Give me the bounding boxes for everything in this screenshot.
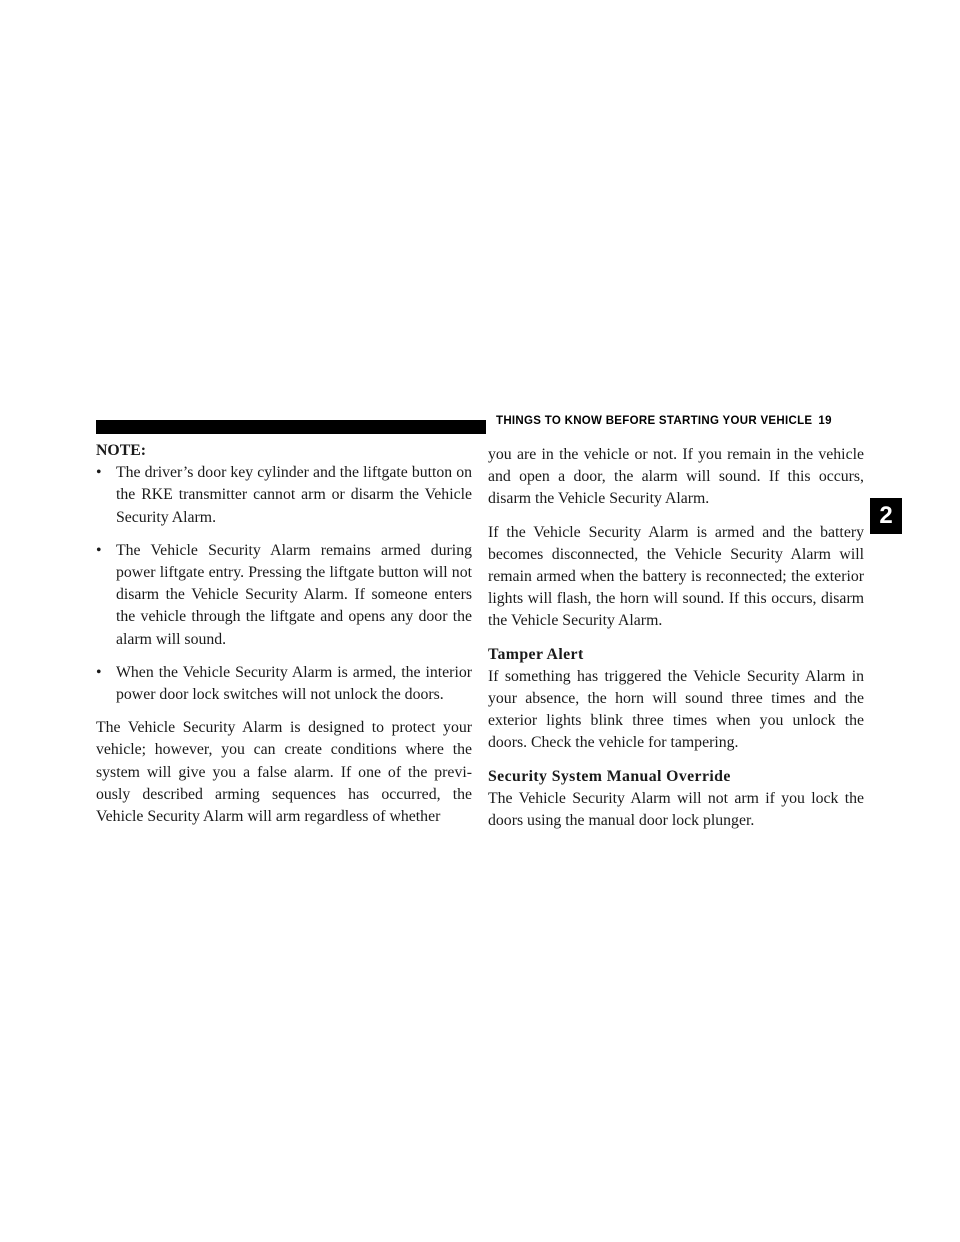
- note-bullet-item: [96, 540, 472, 651]
- bullet-text: The Vehicle Security Alarm remains armed during power liftgate entry. Pressing the liftgate button will not disarm the Vehicle Security Alarm. If someone enters the vehicle through the liftgate and opens any door the alarm will sound.: [116, 541, 472, 648]
- note-bullet-item: [96, 662, 472, 706]
- right-column: [488, 444, 864, 843]
- manual-override-heading: Security System Manual Override: [488, 767, 731, 785]
- chapter-tab: 2: [870, 498, 902, 534]
- header-title-text: THINGS TO KNOW BEFORE STARTING YOUR VEHICLE: [496, 415, 813, 427]
- bullet-text: When the Vehicle Security Alarm is armed, the interior power door lock switches will not unlock the doors.: [116, 663, 472, 704]
- continuation-paragraph: you are in the vehicle or not. If you remain in the vehicle and open a door, the alarm will sound. If this occurs, disarm the Vehicle Security Alarm.: [488, 446, 864, 508]
- bullet-text: The driver’s door key cylinder and the liftgate button on the RKE transmitter cannot arm or disarm the Vehicle Security Alarm.: [116, 464, 472, 526]
- header-rule: [96, 420, 486, 434]
- running-header: [496, 415, 870, 427]
- battery-paragraph: If the Vehicle Security Alarm is armed and the battery becomes disconnected, the Vehicle Security Alarm will remain armed when the battery is reconnected; the exterior lights will flash, the horn will sound. If this occurs, disarm the Vehicle Security Alarm.: [488, 523, 864, 630]
- tamper-alert-paragraph: If something has triggered the Vehicle Security Alarm in your absence, the horn will sound three times and the exterior lights blink three times when you unlock the doors. Check the vehicle for tampering.: [488, 667, 864, 752]
- note-bullet-item: [96, 462, 472, 529]
- bullet-glyph: •: [96, 541, 102, 559]
- left-column: [96, 440, 472, 839]
- note-bullet-list: [96, 462, 472, 706]
- manual-override-paragraph: The Vehicle Security Alarm will not arm if you lock the doors using the manual door lock plunger.: [488, 789, 864, 830]
- note-label: NOTE:: [96, 442, 147, 459]
- bullet-glyph: •: [96, 464, 102, 482]
- page-number: 19: [818, 415, 832, 427]
- bullet-glyph: •: [96, 663, 102, 681]
- tamper-alert-heading: Tamper Alert: [488, 645, 584, 663]
- false-alarm-paragraph: The Vehicle Security Alarm is designed to protect your vehicle; however, you can create conditions where the system will give you a false alarm. If one of the previ-ously described arming sequences has occurred, the Vehicle Security Alarm will arm regardless of whether: [96, 719, 472, 826]
